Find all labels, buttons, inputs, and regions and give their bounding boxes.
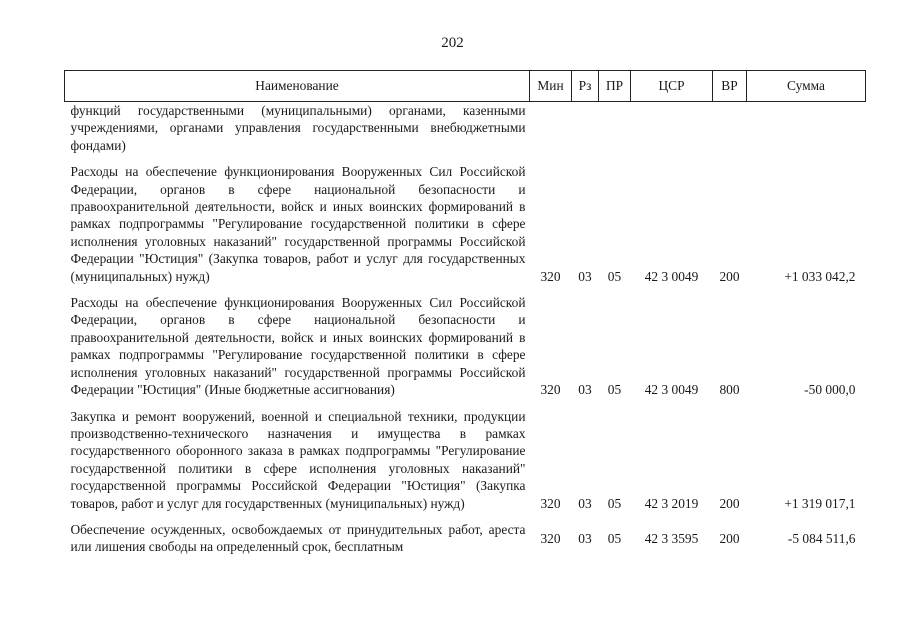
row-sum: -5 084 511,6 — [787, 530, 856, 546]
row-rz: 03 — [578, 382, 592, 398]
column-header-sum: Сумма — [747, 71, 866, 102]
row-sum — [747, 102, 866, 155]
row-name: Расходы на обеспечение функционирования Вооруженных Сил Российской Федерации, органов в сфере национальной безопасности и правоохранительной деятельности, войск и иных воинских формирований в рамках подпрограммы "Регулирование государственной политики в сфере исполнения уголовных наказаний" государственной программы Российской Федерации "Юстиция" (Иные бюджетные ассигнования) — [70, 295, 526, 398]
row-sum: +1 033 042,2 — [784, 268, 856, 284]
table-row — [65, 285, 866, 398]
row-min: 320 — [540, 495, 561, 511]
page-number: 202 — [441, 35, 464, 51]
row-rz: 03 — [578, 495, 592, 511]
row-csr: 42 3 2019 — [644, 495, 699, 511]
table-row — [65, 154, 866, 285]
row-vr: 200 — [719, 530, 740, 546]
row-csr: 42 3 3595 — [644, 530, 699, 546]
row-pr: 05 — [607, 495, 622, 511]
row-csr — [631, 102, 713, 155]
row-vr: 800 — [719, 382, 740, 398]
row-min: 320 — [540, 382, 561, 398]
row-pr: 05 — [607, 530, 622, 546]
column-header-csr: ЦСР — [631, 71, 713, 102]
row-name: функций государственными (муниципальными) органами, казенными учреждениями, органами управления государственными внебюджетными фондами) — [70, 103, 526, 153]
row-pr: 05 — [607, 268, 622, 284]
row-min: 320 — [540, 268, 561, 284]
column-header-name: Наименование — [65, 71, 530, 102]
row-rz: 03 — [578, 268, 592, 284]
column-header-vr: ВР — [713, 71, 747, 102]
row-rz — [572, 102, 599, 155]
table-row — [65, 399, 866, 512]
row-sum: -50 000,0 — [804, 382, 856, 398]
table-row — [65, 102, 866, 155]
column-header-min: Мин — [530, 71, 572, 102]
row-csr: 42 3 0049 — [644, 268, 699, 284]
row-name: Закупка и ремонт вооружений, военной и специальной техники, продукции производственно-технического назначения и имущества в рамках государственного оборонного заказа в рамках подпрограммы "Регулирование государственной политики в сфере исполнения уголовных наказаний" государственной программы Российской Федерации "Юстиция" (Закупка товаров, работ и услуг для государственных (муниципальных) нужд) — [70, 408, 526, 511]
row-min: 320 — [540, 530, 561, 546]
row-min — [530, 102, 572, 155]
row-csr: 42 3 0049 — [644, 382, 699, 398]
row-vr: 200 — [719, 268, 740, 284]
table-header-row — [65, 71, 866, 102]
column-header-pr: ПР — [599, 71, 631, 102]
row-name: Обеспечение осужденных, освобождаемых от принудительных работ, ареста или лишения свободы на определенный срок, бесплатным — [70, 521, 526, 555]
row-pr: 05 — [607, 382, 622, 398]
column-header-rz: Рз — [572, 71, 599, 102]
budget-table — [64, 70, 866, 556]
row-sum: +1 319 017,1 — [784, 495, 856, 511]
row-vr: 200 — [719, 495, 740, 511]
row-pr — [599, 102, 631, 155]
row-name: Расходы на обеспечение функционирования Вооруженных Сил Российской Федерации, органов в сфере национальной безопасности и правоохранительной деятельности, войск и иных воинских формирований в рамках подпрограммы "Регулирование государственной политики в сфере исполнения уголовных наказаний" государственной программы Российской Федерации "Юстиция" (Закупка товаров, работ и услуг для государственных (муниципальных) нужд) — [70, 164, 526, 284]
row-vr — [713, 102, 747, 155]
row-rz: 03 — [578, 530, 592, 546]
table-row — [65, 512, 866, 556]
